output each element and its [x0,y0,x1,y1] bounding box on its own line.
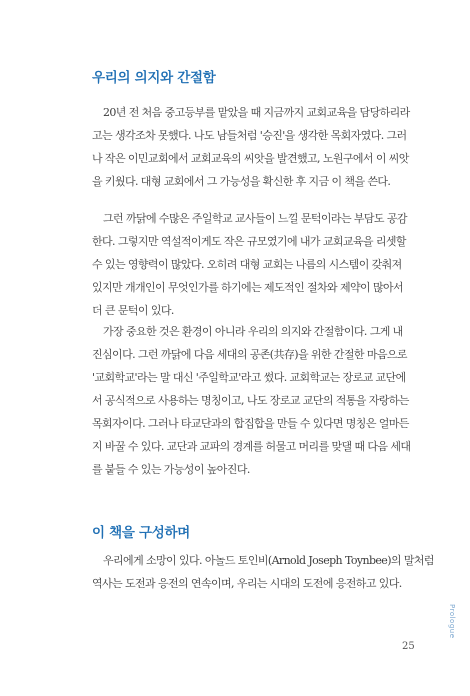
text-line: 을 키웠다. 대형 교회에서 그 가능성을 확신한 후 지금 이 책을 쓴다. [92,175,391,188]
section-heading-will-and-earnestness: 우리의 의지와 간절함 [92,70,216,86]
text-line: 있지만 개개인이 무엇인가를 하기에는 제도적인 절차와 제약이 많아서 [92,281,404,294]
text-line: 목회자이다. 그러나 타교단과의 합집합을 만들 수 있다면 명칭은 얼마든 [92,417,409,430]
text-line: 수 있는 영향력이 많았다. 오히려 대형 교회는 나름의 시스템이 갖춰져 [92,258,402,271]
text-line: 지 바꿀 수 있다. 교단과 교파의 경계를 허물고 머리를 맞댈 때 다음 세대 [92,440,411,453]
section-heading-composing-this-book: 이 책을 구성하며 [92,525,190,541]
text-line: 20년 전 처음 중고등부를 맡았을 때 지금까지 교회교육을 담당하리라 [103,106,410,119]
text-line: 진심이다. 그런 까닭에 다음 세대의 공존(共存)을 위한 간절한 마음으로 [92,348,407,361]
text-line: 그런 까닭에 수많은 주일학교 교사들이 느낄 문턱이라는 부담도 공감 [103,212,407,225]
text-line: 나 작은 이민교회에서 교회교육의 씨앗을 발견했고, 노원구에서 이 씨앗 [92,152,409,165]
text-line: 고는 생각조차 못했다. 나도 남들처럼 '승진'을 생각한 목회자였다. 그러 [92,129,407,142]
text-line: '교회학교'라는 말 대신 '주일학교'라고 썼다. 교회학교는 장로교 교단에 [92,371,406,384]
text-line: 역사는 도전과 응전의 연속이며, 우리는 시대의 도전에 응전하고 있다. [92,577,402,590]
paragraph-1 [92,101,417,193]
paragraph-3 [92,320,417,481]
text-line: 한다. 그렇지만 역설적이게도 작은 규모였기에 내가 교회교육을 리셋할 [92,235,406,248]
text-line: 가장 중요한 것은 환경이 아니라 우리의 의지와 간절함이다. 그게 내 [103,325,403,338]
paragraph-4 [92,549,434,595]
text-line: 우리에게 소망이 있다. 아놀드 토인비(Arnold Joseph Toynbee)의 말처럼 [103,554,434,567]
paragraph-2 [92,207,417,322]
text-line: 서 공식적으로 사용하는 명칭이고, 나도 장로교 교단의 적통을 자랑하는 [92,394,409,407]
chapter-side-tab: Prologue [448,604,456,639]
text-line: 더 큰 문턱이 있다. [92,304,174,317]
text-line: 를 붙들 수 있는 가능성이 높아진다. [92,463,250,476]
page-number: 25 [402,641,415,652]
